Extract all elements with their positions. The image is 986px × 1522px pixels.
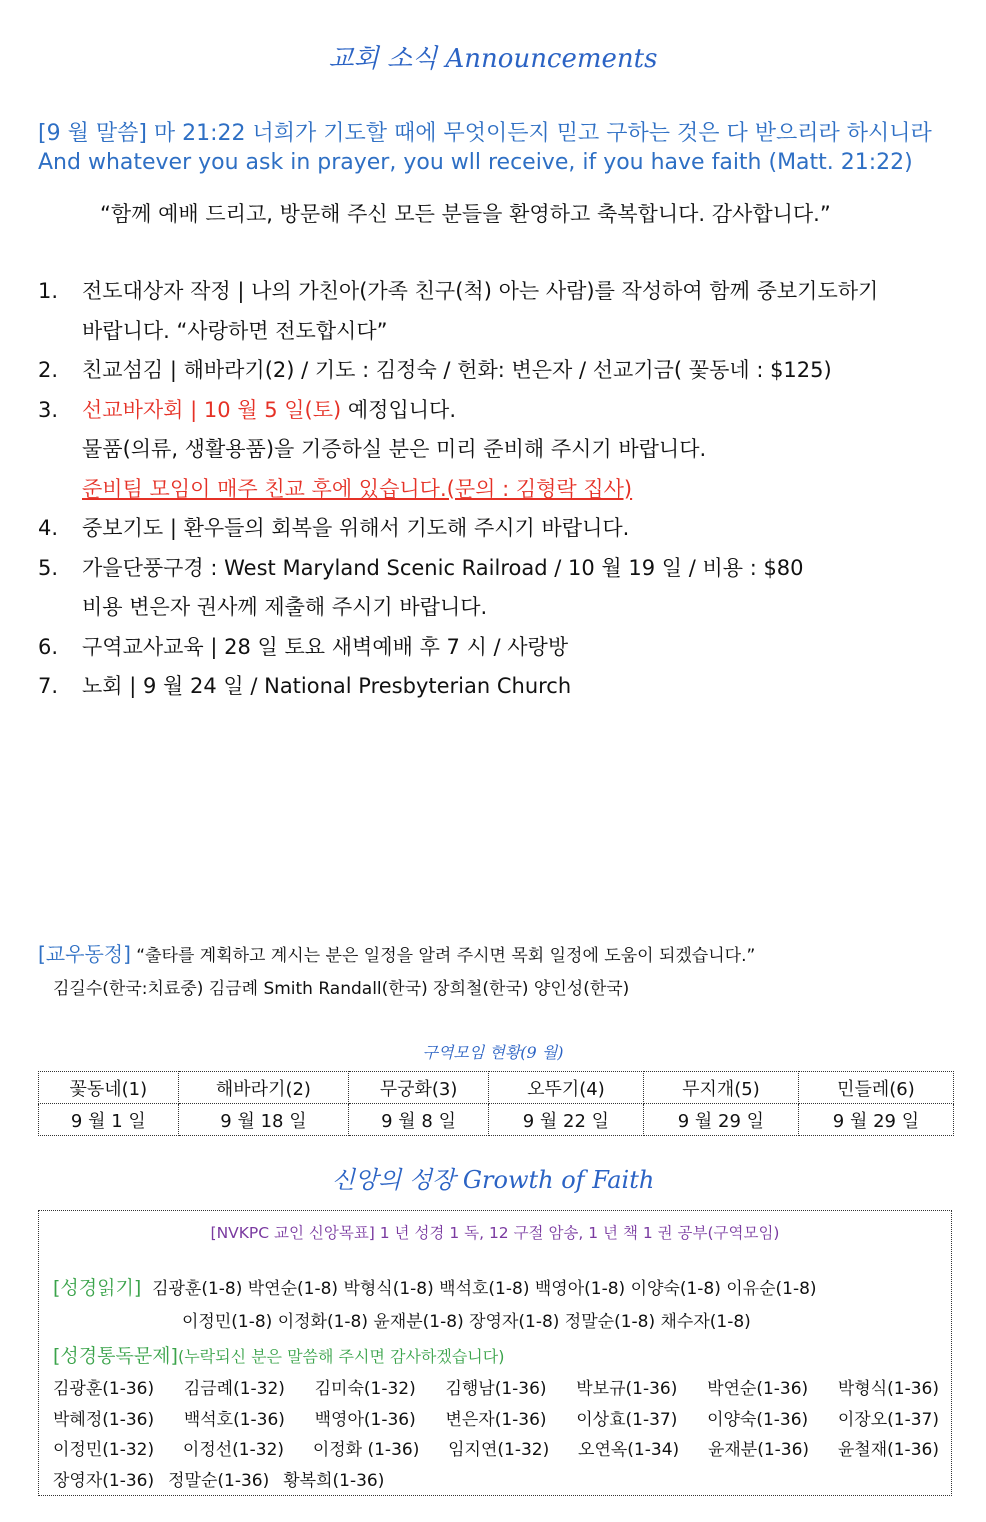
exam-name: 박형식(1-36) xyxy=(837,1379,939,1399)
prep-team-text: 준비팀 모임이 매주 친교 후에 있습니다.(문의 : 김형락 집사) xyxy=(82,476,633,501)
exam-name: 윤재분(1-36) xyxy=(707,1440,810,1460)
exam-name: 박혜정(1-36) xyxy=(53,1409,155,1430)
bible-reading-names: 김광훈(1-8) 박연순(1-8) 박형식(1-8) 백석호(1-8) 백영아(1-8) 이양숙(1-8) 이유순(1-8) xyxy=(152,1279,817,1299)
exam-name: 정말순(1-36) xyxy=(168,1470,270,1491)
announcement-item xyxy=(38,351,958,391)
cell-group-date: 9 월 29 일 xyxy=(643,1104,798,1136)
cell-group-date: 9 월 22 일 xyxy=(488,1104,643,1136)
member-news-label: [교우동정] xyxy=(38,942,131,966)
exam-name: 임지연(1-32) xyxy=(448,1440,550,1460)
exam-name: 이상효(1-37) xyxy=(576,1409,678,1430)
bible-reading-names-continued: 이정민(1-8) 이정화(1-8) 윤재분(1-8) 장영자(1-8) 정말순(1-8) 채수자(1-8) xyxy=(182,1312,751,1332)
prep-team-notice xyxy=(82,470,958,510)
exam-name: 김미숙(1-32) xyxy=(314,1379,416,1399)
exam-name: 김광훈(1-36) xyxy=(53,1379,155,1399)
cell-group-date: 9 월 1 일 xyxy=(39,1104,179,1136)
bible-exam-row xyxy=(53,1341,504,1368)
cell-group-name: 꽃동네(1) xyxy=(39,1072,179,1104)
exam-name: 백영아(1-36) xyxy=(314,1409,416,1430)
bible-reading-label: [성경읽기] xyxy=(53,1277,142,1299)
member-news-quote: “출타를 계획하고 계시는 분은 일정을 알려 주시면 목회 일정에 도움이 되겠습니다.” xyxy=(130,946,756,966)
cell-group-date: 9 월 29 일 xyxy=(798,1104,953,1136)
item-text: 노회 | 9 월 24 일 / National Presbyterian Church xyxy=(82,674,572,698)
item-number: 7. xyxy=(38,674,59,698)
exam-name: 박보규(1-36) xyxy=(576,1379,678,1399)
item-number: 5. xyxy=(38,555,59,580)
item-text: 전도대상자 작정 | 나의 가친아(가족 친구(척) 아는 사람)를 작성하여 함께 중보기도하기 xyxy=(82,279,879,303)
item-text xyxy=(82,391,958,431)
item-number: 2. xyxy=(38,358,59,382)
faith-goal: [NVKPC 교인 신앙목표] 1 년 성경 1 독, 12 구절 암송, 1 년 책 1 권 공부(구역모임) xyxy=(210,1224,780,1242)
exam-name: 오연옥(1-34) xyxy=(578,1440,680,1460)
member-news-names: 김길수(한국:치료중) 김금례 Smith Randall(한국) 장희철(한국) 양인성(한국) xyxy=(53,979,630,999)
announcement-item xyxy=(38,272,958,351)
announcement-item xyxy=(38,391,958,510)
item-text: 구역교사교육 | 28 일 토요 새벽예배 후 7 시 / 사랑방 xyxy=(82,634,569,659)
bible-reading-row xyxy=(53,1273,817,1300)
exam-name: 이양숙(1-36) xyxy=(707,1409,809,1430)
list-item xyxy=(53,1466,939,1497)
exam-name: 황복희(1-36) xyxy=(283,1470,385,1491)
growth-title: 신앙의 성장 Growth of Faith xyxy=(331,1166,655,1194)
exam-name: 변은자(1-36) xyxy=(445,1409,547,1430)
bazaar-rest: 예정입니다. xyxy=(341,397,456,422)
item-number: 4. xyxy=(38,516,59,540)
exam-name: 이정선(1-32) xyxy=(182,1440,285,1460)
member-news xyxy=(38,938,755,967)
announcement-item xyxy=(38,667,958,707)
item-number: 3. xyxy=(38,397,59,422)
item-text-continued: 물품(의류, 생활용품)을 기증하실 분은 미리 준비해 주시기 바랍니다. xyxy=(82,437,707,461)
welcome-message: “함께 예배 드리고, 방문해 주신 모든 분들을 환영하고 축복합니다. 감사합니다.” xyxy=(100,202,831,226)
cell-group-name: 민들레(6) xyxy=(798,1072,953,1104)
growth-box xyxy=(38,1210,952,1496)
exam-name: 백석호(1-36) xyxy=(183,1409,285,1430)
item-number: 1. xyxy=(38,279,59,303)
exam-name: 이정민(1-32) xyxy=(53,1440,155,1460)
table-row xyxy=(39,1072,954,1104)
cell-group-name: 무궁화(3) xyxy=(349,1072,489,1104)
monthly-verse-korean: [9 월 말씀] 마 21:22 너희가 기도할 때에 무엇이든지 믿고 구하는 것은 다 받으리라 하시니라 xyxy=(38,121,932,146)
exam-name: 장영자(1-36) xyxy=(53,1470,155,1491)
cell-group-date: 9 월 8 일 xyxy=(349,1104,489,1136)
item-text: 가을단풍구경 : West Maryland Scenic Railroad / 10 월 19 일 / 비용 : $80 xyxy=(82,555,804,580)
cell-group-name: 해바라기(2) xyxy=(178,1072,349,1104)
announcement-item xyxy=(38,549,958,628)
announcement-list xyxy=(38,272,958,707)
bible-exam-names xyxy=(53,1374,939,1496)
announcement-item xyxy=(38,628,958,668)
bazaar-highlight: 선교바자회 | 10 월 5 일(토) xyxy=(82,397,342,422)
exam-name: 윤철재(1-36) xyxy=(837,1440,939,1460)
exam-name: 이장오(1-37) xyxy=(837,1409,939,1430)
item-text-continued: 바랍니다. “사랑하면 전도합시다” xyxy=(82,318,388,343)
exam-name: 김행남(1-36) xyxy=(445,1379,547,1399)
exam-name: 박연순(1-36) xyxy=(707,1379,809,1399)
cell-group-name: 오뚜기(4) xyxy=(488,1072,643,1104)
monthly-verse-english: And whatever you ask in prayer, you wll receive, if you have faith (Matt. 21:22) xyxy=(38,150,913,175)
item-text-continued: 비용 변은자 권사께 제출해 주시기 바랍니다. xyxy=(82,595,488,619)
item-text: 친교섬김 | 해바라기(2) / 기도 : 김정숙 / 헌화: 변은자 / 선교기금( 꽃동네 : $125) xyxy=(82,358,832,382)
table-row xyxy=(39,1104,954,1136)
exam-name: 김금례(1-32) xyxy=(183,1379,285,1399)
exam-name: 이정화 (1-36) xyxy=(312,1440,420,1460)
bible-exam-label: [성경통독문제] xyxy=(53,1345,178,1367)
cell-group-table xyxy=(38,1071,954,1136)
list-item xyxy=(53,1374,939,1405)
list-item xyxy=(53,1405,939,1436)
bible-exam-note: (누락되신 분은 말씀해 주시면 감사하겠습니다) xyxy=(177,1347,505,1366)
cell-group-name: 무지개(5) xyxy=(643,1072,798,1104)
announcement-item xyxy=(38,509,958,549)
list-item xyxy=(53,1435,939,1466)
cell-group-title: 구역모임 현황(9 월) xyxy=(422,1043,564,1062)
page-title: 교회 소식 Announcements xyxy=(328,44,658,74)
item-text: 중보기도 | 환우들의 회복을 위해서 기도해 주시기 바랍니다. xyxy=(82,516,630,540)
item-number: 6. xyxy=(38,634,59,659)
cell-group-date: 9 월 18 일 xyxy=(178,1104,349,1136)
